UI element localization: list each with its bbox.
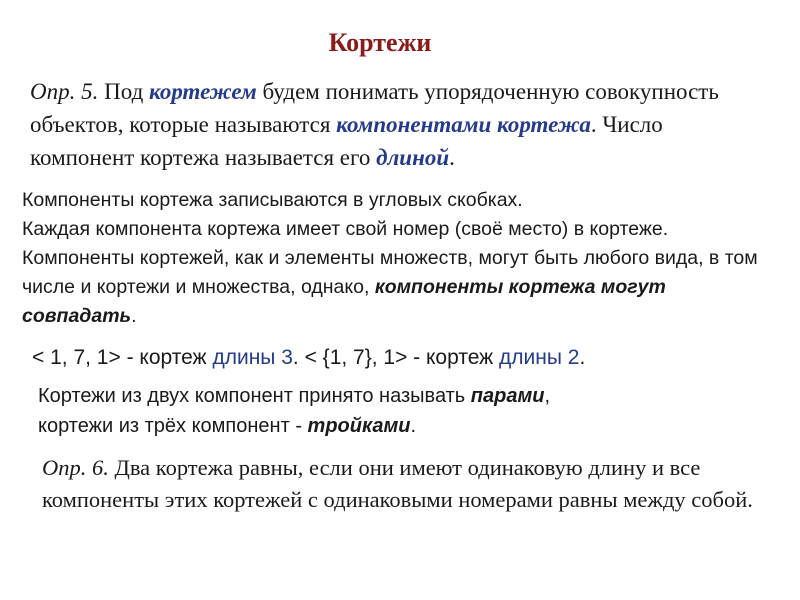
definition-6-label: Опр. 6. — [42, 455, 109, 480]
term-pairs: парами — [470, 385, 545, 407]
paragraph-text: кортежи из трёх компонент - — [38, 415, 308, 437]
example-text: - кортеж — [407, 346, 500, 369]
emphasis-text: компоненты кортежа могут совпадать — [22, 276, 666, 327]
example-tuple-2: < {1, 7}, 1> — [304, 346, 408, 369]
paragraph-text: Компоненты кортежей, как и элементы множеств, могут быть любого вида, в том числе и кортежи и множества, однако, — [22, 247, 758, 298]
example-length-2: длины 2 — [499, 346, 580, 369]
paragraph-line — [38, 381, 758, 411]
term-tuple: кортежем — [149, 79, 257, 104]
paragraph-line — [38, 411, 758, 441]
term-length: длиной — [376, 145, 450, 170]
term-components: компонентами кортежа — [336, 112, 591, 137]
definition-6 — [42, 452, 772, 516]
paragraph-line: Компоненты кортежа записываются в угловых скобках. — [22, 189, 523, 211]
slide-title: Кортежи — [328, 28, 432, 57]
example-text: . — [579, 346, 586, 369]
example-text: . — [292, 346, 305, 369]
paragraph-text: . — [131, 305, 137, 327]
definition-5-text: будем понимать упорядоченную совокупность объектов, которые называются — [30, 79, 719, 137]
example-tuple-1: < 1, 7, 1> — [32, 346, 121, 369]
paragraph-text: Кортежи из двух компонент принято называть — [38, 385, 471, 407]
paragraph-text: . — [410, 415, 417, 437]
definition-5-text: . Число компонент кортежа называется его — [30, 112, 663, 170]
definition-6-text: Два кортежа равны, если они имеют одинаковую длину и все компоненты этих кортежей с одинаковыми номерами равны между собой. — [42, 455, 753, 512]
term-triples: тройками — [307, 415, 411, 437]
example-text: - кортеж — [120, 346, 213, 369]
paragraph-text: , — [544, 385, 551, 407]
components-paragraph — [22, 186, 782, 331]
pairs-triples-paragraph — [38, 381, 758, 441]
paragraph-line: Каждая компонента кортежа имеет свой номер (своё место) в кортеже. — [22, 218, 669, 240]
definition-5-text: Под — [98, 79, 150, 104]
example-length-1: длины 3 — [212, 346, 293, 369]
definition-5-text: . — [449, 145, 455, 170]
paragraph-line — [22, 244, 782, 331]
examples-line — [32, 343, 752, 373]
definition-5 — [30, 75, 750, 174]
definition-5-label: Опр. 5. — [30, 79, 99, 104]
